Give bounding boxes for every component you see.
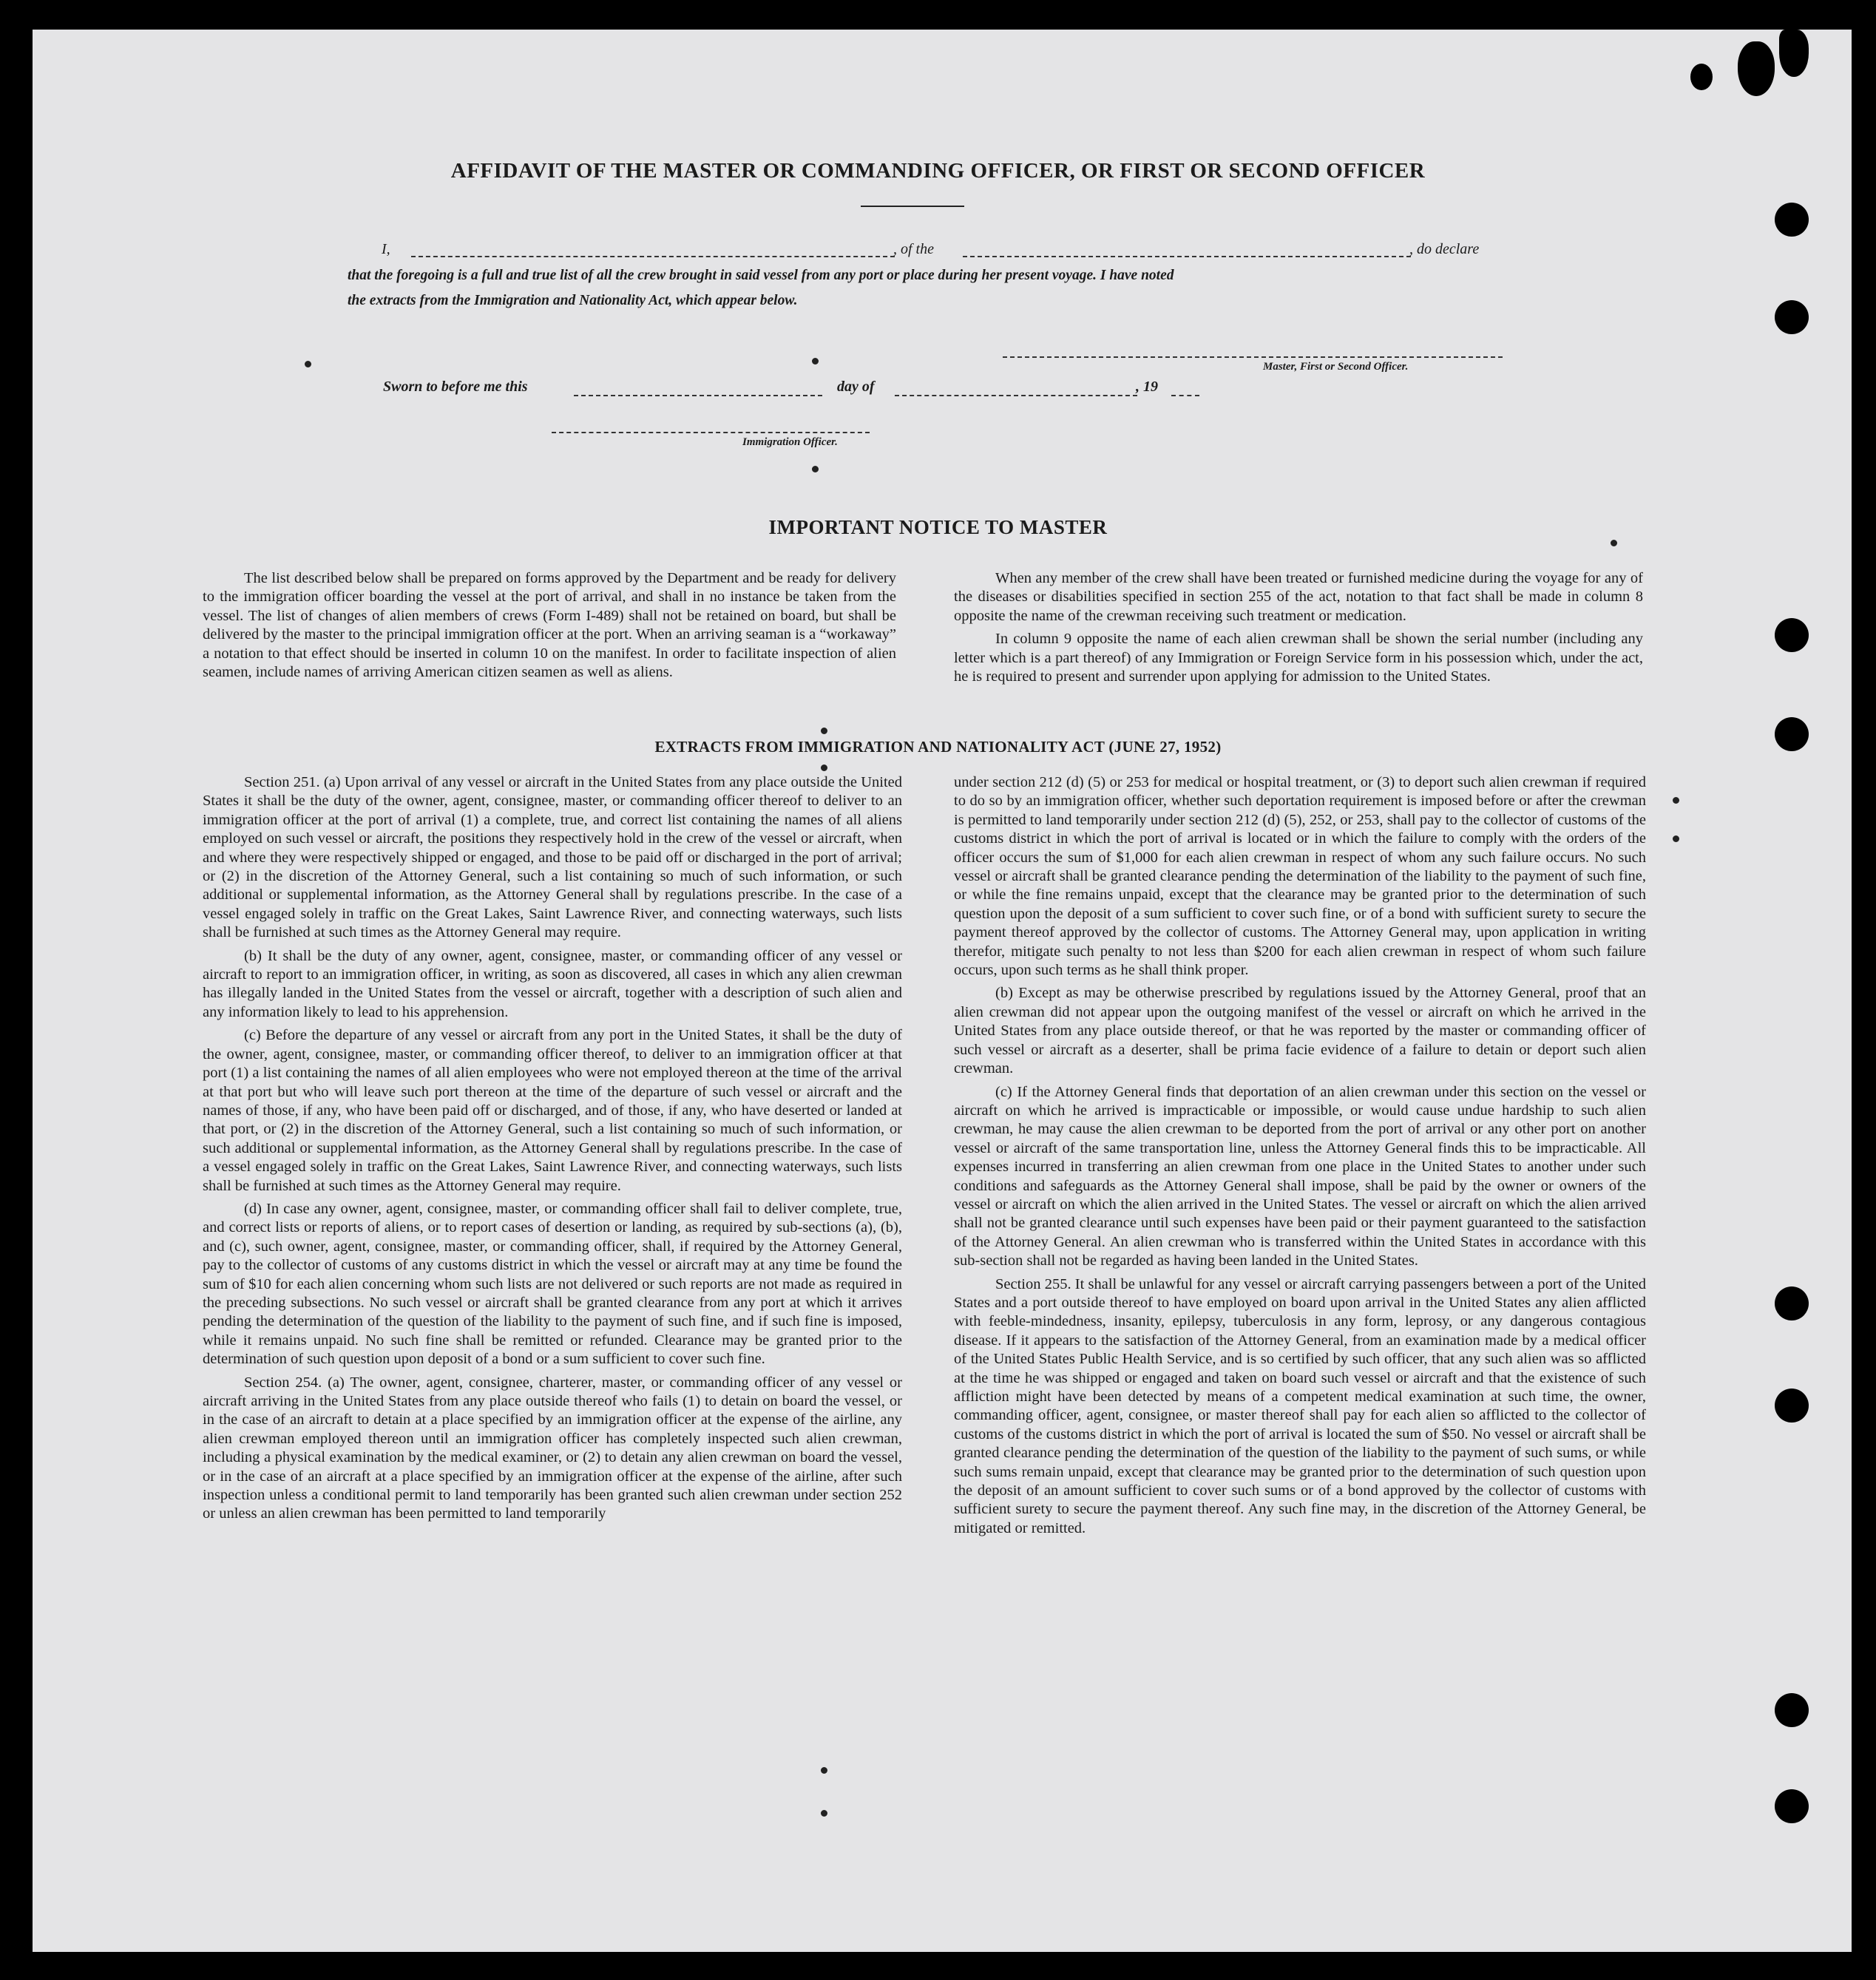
- scan-speck: [1673, 835, 1679, 842]
- scan-speck: [812, 466, 819, 472]
- notice-right-paragraph-1: When any member of the crew shall have been treated or furnished medicine during the voyage for any of the diseases or disabilities specified in section 255 of the act, notation to that fact shall be made in column 8 opposite the name of the crewman receiving such treatment or medication.: [954, 570, 1643, 624]
- extract-section-251d: (d) In case any owner, agent, consignee, master, or commanding officer shall fail to deliver complete, true, and correct lists or reports of aliens, or to report cases of desertion or landing, as required by sub-sections (a), (b), and (c), such owner, agent, consignee, master, or commanding officer, shall, if required by the Attorney General, pay to the collector of customs of any customs district in which the vessel or aircraft may at any time be found the sum of $10 for each alien concerning whom such lists are not delivered or such reports are not made as required in the preceding subsections. No such vessel or aircraft shall be granted clearance from any port at which it arrives pending the determination of the question of the liability to the payment of such fine, and if such fine is imposed, while it remains unpaid. No such fine shall be remitted or refunded. Clearance may be granted prior to the determination of such question upon deposit of a bond or a sum sufficient to cover such fine.: [203, 1200, 902, 1368]
- sworn-day-field[interactable]: [574, 395, 822, 396]
- binder-hole: [1775, 1389, 1809, 1423]
- title-underline: [861, 206, 964, 207]
- binder-hole: [1775, 203, 1809, 237]
- affidavit-statement-line: that the foregoing is a full and true list of all the crew brought in said vessel from any port or place during her present voyage. I have noted: [348, 268, 1174, 283]
- day-of-label: day of: [837, 379, 875, 395]
- affidavit-i-label: I,: [382, 241, 390, 257]
- affidavit-title: AFFIDAVIT OF THE MASTER OR COMMANDING OFFICER, OR FIRST OR SECOND OFFICER: [450, 159, 1426, 183]
- scan-speck: [821, 1810, 827, 1817]
- extract-section-255: Section 255. It shall be unlawful for any vessel or aircraft carrying passengers between a port of the United States and a port outside thereof to have employed on board upon arrival in the United States any alien afflicted with feeble-mindedness, insanity, epilepsy, tuberculosis in any form, leprosy, or any dangerous contagious disease. If it appears to the satisfaction of the Attorney General, from an examination made by a medical officer of the United States Public Health Service, and is so certified by such officer, that any such alien was so afflicted at the time he was shipped or engaged and taken on board such vessel or aircraft and that the existence of such affliction might have been detected by means of a competent medical examination at such time, the owner, commanding officer, agent, consignee, or master thereof shall pay for each alien so afflicted to the collector of customs of the customs district in which the port of arrival is located the sum of $50. No vessel or aircraft shall be granted clearance pending the determination of the question of the liability to the payment of such sums, or while such sums remain unpaid, except that clearance may be granted prior to the determination of such question upon the deposit of an amount sufficient to cover such sums or of a bond approved by the collector of customs with sufficient surety to secure the payment thereof. Any such fine may, in the discretion of the Attorney General, be mitigated or remitted.: [954, 1275, 1646, 1536]
- master-signature-field[interactable]: [1003, 356, 1503, 358]
- affidavit-declare-label: , do declare: [1409, 241, 1480, 257]
- sworn-label: Sworn to before me this: [383, 379, 528, 395]
- extract-section-254c: (c) If the Attorney General finds that deportation of an alien crewman under this section on the vessel or aircraft on which he arrived is impracticable or impossible, or would cause undue hardship to such alien crewman, he may cause the alien crewman to be deported from the port of arrival or any other port on another vessel or aircraft of the same transportation line, unless the Attorney General finds this to be impracticable. All expenses incurred in transferring an alien crewman from one place in the United States to another under such conditions and safeguards as the Attorney General shall impose, shall be paid by the owner or owners of the vessel or aircraft on which the alien arrived in the United States. The vessel or aircraft on which the alien arrived shall not be granted clearance until such expenses have been paid or their payment guaranteed to the satisfaction of the Attorney General. An alien crewman who is transferred within the United States in accordance with this sub-section shall not be regarded as having been landed in the United States.: [954, 1083, 1646, 1269]
- extracts-right-column: [954, 773, 1646, 1542]
- vessel-name-field[interactable]: [963, 256, 1411, 257]
- notice-left-paragraph: The list described below shall be prepared on forms approved by the Department and be ready for delivery to the immigration officer boarding the vessel at the port of arrival, and shall in no instance be taken from the vessel. The list of changes of alien members of crews (Form I-489) shall not be retained on board, but shall be delivered by the master to the principal immigration officer at the port. When an arriving seaman is a “workaway” a notation to that effect should be inserted in column 10 on the manifest. In order to facilitate inspection of alien seamen, include names of arriving American citizen seamen as well as aliens.: [203, 570, 896, 681]
- binder-hole: [1775, 618, 1809, 652]
- immigration-officer-caption: Immigration Officer.: [742, 436, 838, 448]
- ink-blot: [1738, 41, 1775, 96]
- scan-speck: [821, 728, 827, 734]
- extracts-left-column: [203, 773, 902, 1528]
- extracts-heading: EXTRACTS FROM IMMIGRATION AND NATIONALITY ACT (JUNE 27, 1952): [654, 738, 1222, 756]
- extract-section-251c: (c) Before the departure of any vessel or aircraft from any port in the United States, it shall be the duty of the owner, agent, consignee, master, or commanding officer thereof, to deliver to an immigration officer at that port (1) a list containing the names of all alien employees who were not employed thereon at the time of the arrival at that port but who will leave such port thereon at the time of the departure of such vessel or aircraft and the names of those, if any, who have been paid off or discharged, and of those, if any, who have deserted or landed at that port, or (2) in the discretion of the Attorney General, such a list containing so much of such information, or such additional or supplemental information, as the Attorney General shall by regulations prescribe. In the case of a vessel engaged solely in traffic on the Great Lakes, Saint Lawrence River, and connecting waterways, such lists shall be furnished at such times as the Attorney General may require.: [203, 1027, 902, 1194]
- affidavit-extracts-line: the extracts from the Immigration and Nationality Act, which appear below.: [348, 293, 798, 308]
- binder-hole: [1775, 1286, 1809, 1320]
- scan-speck: [812, 358, 819, 365]
- ink-blot: [1779, 30, 1809, 77]
- master-signature-caption: Master, First or Second Officer.: [1263, 361, 1409, 373]
- notice-right-column: [954, 569, 1643, 691]
- affidavit-of-the-label: , of the: [893, 241, 934, 257]
- sworn-month-field[interactable]: [895, 395, 1137, 396]
- year-label: , 19: [1136, 379, 1158, 395]
- scan-speck: [1673, 797, 1679, 804]
- declarant-name-field[interactable]: [411, 256, 895, 257]
- scan-speck: [305, 361, 311, 367]
- notice-right-paragraph-2: In column 9 opposite the name of each alien crewman shall be shown the serial number (including any letter which is a part thereof) of any Immigration or Foreign Service form in his possession which, under the act, he is required to present and surrender upon applying for admission to the United States.: [954, 631, 1643, 685]
- ink-blot: [1690, 64, 1713, 90]
- scan-speck: [821, 764, 827, 771]
- extract-section-254b: (b) Except as may be otherwise prescribed by regulations issued by the Attorney General, proof that an alien crewman did not appear upon the outgoing manifest of the vessel or aircraft on which he arrived in the United States from any place outside thereof, or that he was reported by the master or commanding officer of such vessel or aircraft as a deserter, shall be prima facie evidence of a failure to detain or deport such alien crewman.: [954, 985, 1646, 1077]
- binder-hole: [1775, 1693, 1809, 1727]
- notice-heading: IMPORTANT NOTICE TO MASTER: [768, 516, 1108, 538]
- extract-section-254a-continued: under section 212 (d) (5) or 253 for medical or hospital treatment, or (3) to deport such alien crewman if required to do so by an immigration officer, whether such deportation requirement is imposed before or after the crewman is permitted to land temporarily under section 212 (d) (5), 252, or 253, shall pay to the collector of customs of the customs district in which the port of arrival is located or in which the failure to comply with the orders of the officer occurs the sum of $1,000 for each alien crewman in respect of whom any such failure occurs. No such vessel or aircraft shall be granted clearance pending the determination of the liability to the payment of such fine, or while the fine remains unpaid, except that the clearance may be granted prior to the determination of such question upon the deposit of a sum sufficient to cover such fine, or of a bond with sufficient surety to secure the payment thereof approved by the collector of customs. The Attorney General may, upon application in writing therefor, mitigate such penalty to not less than $200 for each alien crewman in respect of whom such failure occurs, upon such terms as he shall think proper.: [954, 774, 1646, 979]
- immigration-officer-signature-field[interactable]: [552, 432, 870, 433]
- extract-section-254a: Section 254. (a) The owner, agent, consignee, charterer, master, or commanding officer of any vessel or aircraft arriving in the United States from any place outside thereof who fails (1) to detain on board the vessel, or in the case of an aircraft to detain at a place specified by an immigration officer at the expense of the airline, any alien crewman employed thereon until an immigration officer has completely inspected such alien crewman, including a physical examination by the medical examiner, or (2) to detain any alien crewman on board the vessel, or in the case of an aircraft at a place specified by an immigration officer at the expense of the airline, after such inspection unless a conditional permit to land temporarily has been granted such alien crewman under section 252 or unless an alien crewman has been permitted to land temporarily: [203, 1374, 902, 1522]
- binder-hole: [1775, 1789, 1809, 1823]
- binder-hole: [1775, 300, 1809, 334]
- notice-left-column: [203, 569, 896, 686]
- extract-section-251b: (b) It shall be the duty of any owner, agent, consignee, master, or commanding officer of any vessel or aircraft to report to an immigration officer, in writing, as soon as discovered, all cases in which any alien crewman has illegally landed in the United States from the vessel or aircraft, together with a description of such alien and any information likely to lead to his apprehension.: [203, 947, 902, 1020]
- scan-speck: [821, 1767, 827, 1774]
- extract-section-251a: Section 251. (a) Upon arrival of any vessel or aircraft in the United States from any place outside the United States it shall be the duty of the owner, agent, consignee, master, or commanding officer thereof to deliver to an immigration officer at the port of arrival (1) a complete, true, and correct list containing the names of all aliens employed on such vessel or aircraft, the positions they respectively hold in the crew of the vessel or aircraft, when and where they were respectively shipped or engaged, and those to be paid off or discharged in the port of arrival; or (2) in the discretion of the Attorney General, such a list containing so much of such information, or such additional or supplemental information, as the Attorney General shall by regulations prescribe. In the case of a vessel engaged solely in traffic on the Great Lakes, Saint Lawrence River, and connecting waterways, such lists shall be furnished at such times as the Attorney General may require.: [203, 774, 902, 941]
- sworn-year-field[interactable]: [1171, 395, 1199, 396]
- scan-speck: [1611, 540, 1617, 546]
